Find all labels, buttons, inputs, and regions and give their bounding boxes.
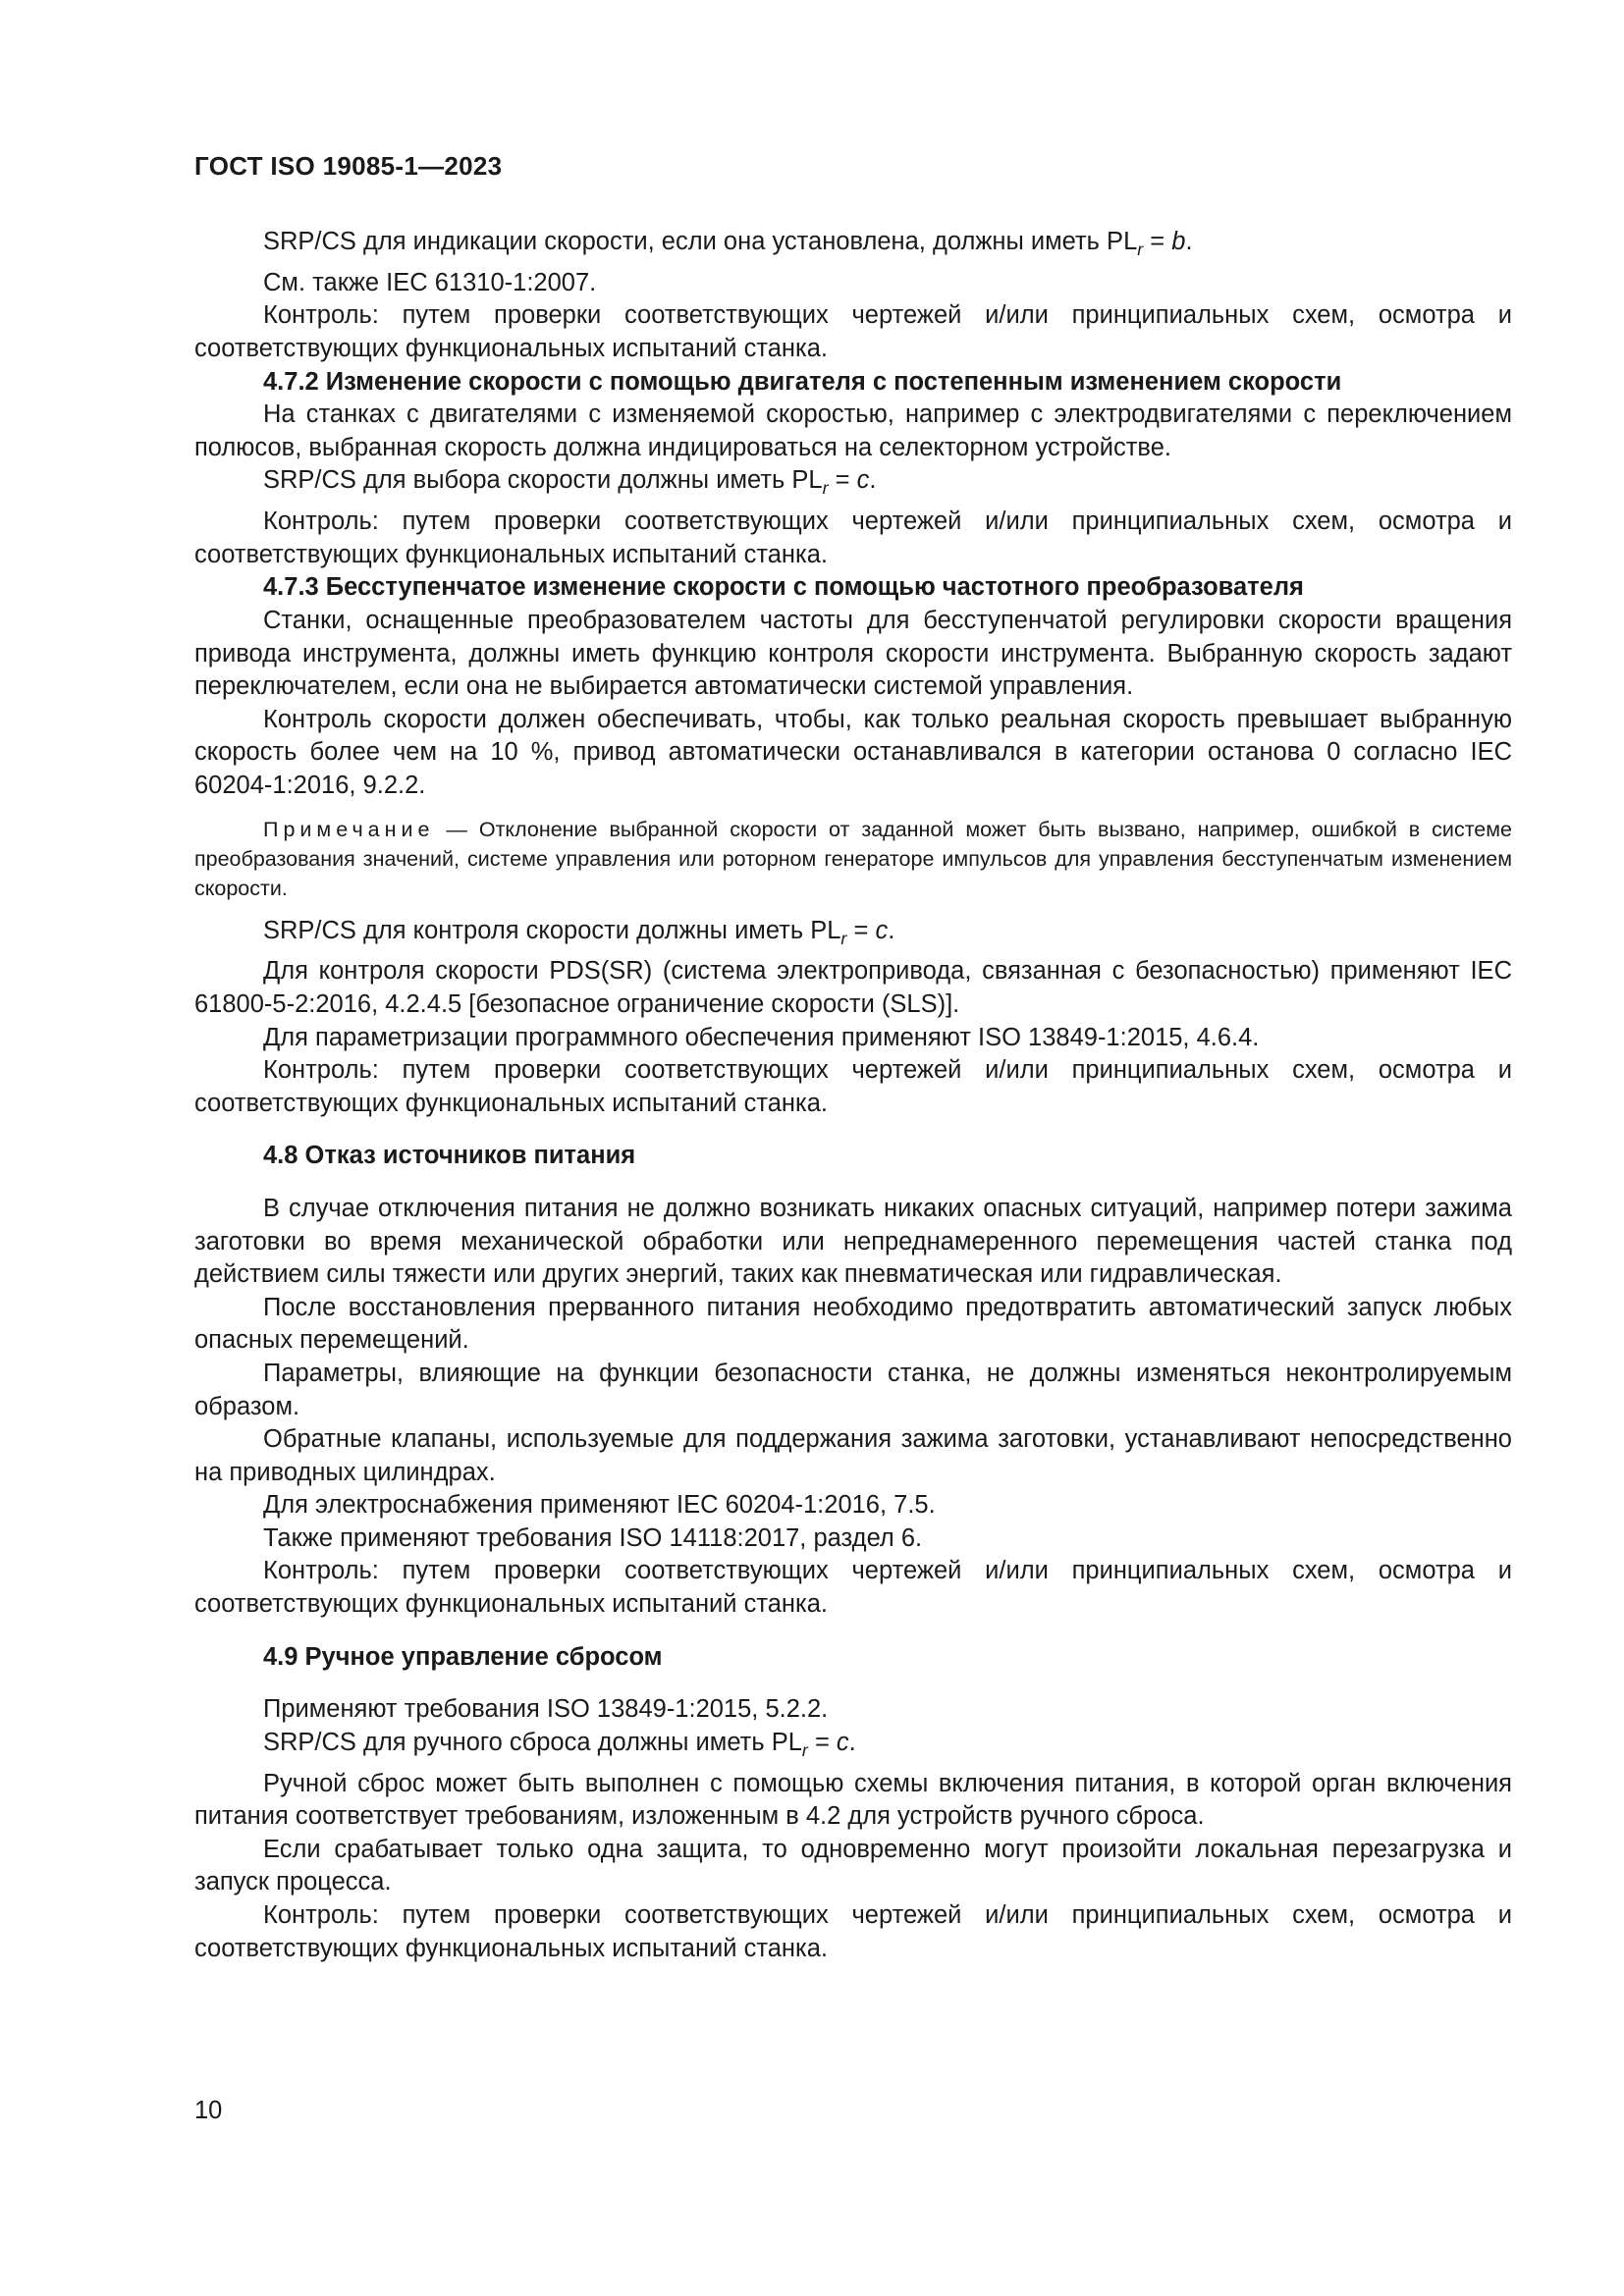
paragraph: Для контроля скорости PDS(SR) (система электропривода, связанная с безопасностью) применяют IEC 61800-5-2:2016, 4.2.4.5 [безопасное ограничение скорости (SLS)]. — [194, 957, 1512, 1018]
paragraph-srp-manual-reset: SRP/CS для ручного сброса должны иметь $PL_r = c$. — [263, 1728, 856, 1761]
paragraph-srp-speed-control: SRP/CS для контроля скорости должны иметь $PL_r = c$. — [263, 916, 895, 948]
paragraph-control: Контроль: путем проверки соответствующих чертежей и/или принципиальных схем, осмотра и соответствующих функциональных испытаний станка. — [194, 301, 1512, 363]
paragraph: В случае отключения питания не должно возникать никаких опасных ситуаций, например потери зажима заготовки во время механической обработки или непреднамеренного перемещения частей станка под действием силы тяжести или других энергий, таких как пневматическая или гидравлическая. — [194, 1194, 1512, 1289]
paragraph-control: Контроль: путем проверки соответствующих чертежей и/или принципиальных схем, осмотра и соответствующих функциональных испытаний станка. — [194, 1557, 1512, 1619]
section-heading-4-9: 4.9 Ручное управление сбросом — [263, 1642, 663, 1671]
paragraph: Если срабатывает только одна защита, то одновременно могут произойти локальная перезагрузка и запуск процесса. — [194, 1835, 1512, 1896]
paragraph-srp-speed-selection: SRP/CS для выбора скорости должны иметь $PL_r = c$. — [263, 466, 877, 499]
paragraph: Параметры, влияющие на функции безопасности станка, не должны изменяться неконтролируемым образом. — [194, 1359, 1512, 1420]
paragraph: Для электроснабжения применяют IEC 60204-1:2016, 7.5. — [263, 1491, 936, 1520]
document-body — [194, 226, 1512, 1965]
paragraph: Ручной сброс может быть выполнен с помощью схемы включения питания, в которой орган включения питания соответствует требованиям, изложенным в 4.2 для устройств ручного сброса. — [194, 1769, 1512, 1831]
paragraph-srp-speed-indication: SRP/CS для индикации скорости, если она установлена, должны иметь $PL_r = b$. — [263, 228, 1193, 260]
section-heading-4-8: 4.8 Отказ источников питания — [263, 1142, 636, 1170]
paragraph: Для параметризации программного обеспечения применяют ISO 13849-1:2015, 4.6.4. — [263, 1023, 1260, 1051]
note: Примечание — Отклонение выбранной скорости от заданной может быть вызвано, например, ошибкой в системе преобразования значений, системе управления или роторном генераторе импульсов для управления бесступенчатым изменением скорости. — [194, 817, 1512, 900]
paragraph: Контроль скорости должен обеспечивать, чтобы, как только реальная скорость превышает выбранную скорость более чем на 10 %, привод автоматически останавливался в категории останова 0 согласно IEC 60204-1:2016, 9.2.2. — [194, 705, 1512, 799]
paragraph: Также применяют требования ISO 14118:2017, раздел 6. — [263, 1523, 923, 1552]
paragraph: На станках с двигателями с изменяемой скоростью, например с электродвигателями с переключением полюсов, выбранная скорость должна индицироваться на селекторном устройстве. — [194, 400, 1512, 461]
paragraph: После восстановления прерванного питания необходимо предотвратить автоматический запуск любых опасных перемещений. — [194, 1293, 1512, 1355]
paragraph: Обратные клапаны, используемые для поддержания зажима заготовки, устанавливают непосредственно на приводных цилиндрах. — [194, 1425, 1512, 1486]
paragraph: Применяют требования ISO 13849-1:2015, 5.2.2. — [263, 1695, 829, 1724]
section-heading-4-7-2: 4.7.2 Изменение скорости с помощью двигателя с постепенным изменением скорости — [263, 367, 1342, 396]
paragraph-control: Контроль: путем проверки соответствующих чертежей и/или принципиальных схем, осмотра и соответствующих функциональных испытаний станка. — [194, 507, 1512, 568]
paragraph-control: Контроль: путем проверки соответствующих чертежей и/или принципиальных схем, осмотра и соответствующих функциональных испытаний станка. — [194, 1056, 1512, 1117]
paragraph-control: Контроль: путем проверки соответствующих чертежей и/или принципиальных схем, осмотра и соответствующих функциональных испытаний станка. — [194, 1901, 1512, 1962]
document-header: ГОСТ ISO 19085-1—2023 — [194, 151, 503, 181]
paragraph-see-also: См. также IEC 61310-1:2007. — [263, 268, 597, 296]
paragraph: Станки, оснащенные преобразователем частоты для бесступенчатой регулировки скорости вращения привода инструмента, должны иметь функцию контроля скорости инструмента. Выбранную скорость задают переключателем, если она не выбирается автоматически системой управления. — [194, 607, 1512, 701]
page-number: 10 — [194, 2097, 223, 2124]
section-heading-4-7-3: 4.7.3 Бесступенчатое изменение скорости с помощью частотного преобразователя — [263, 573, 1304, 602]
